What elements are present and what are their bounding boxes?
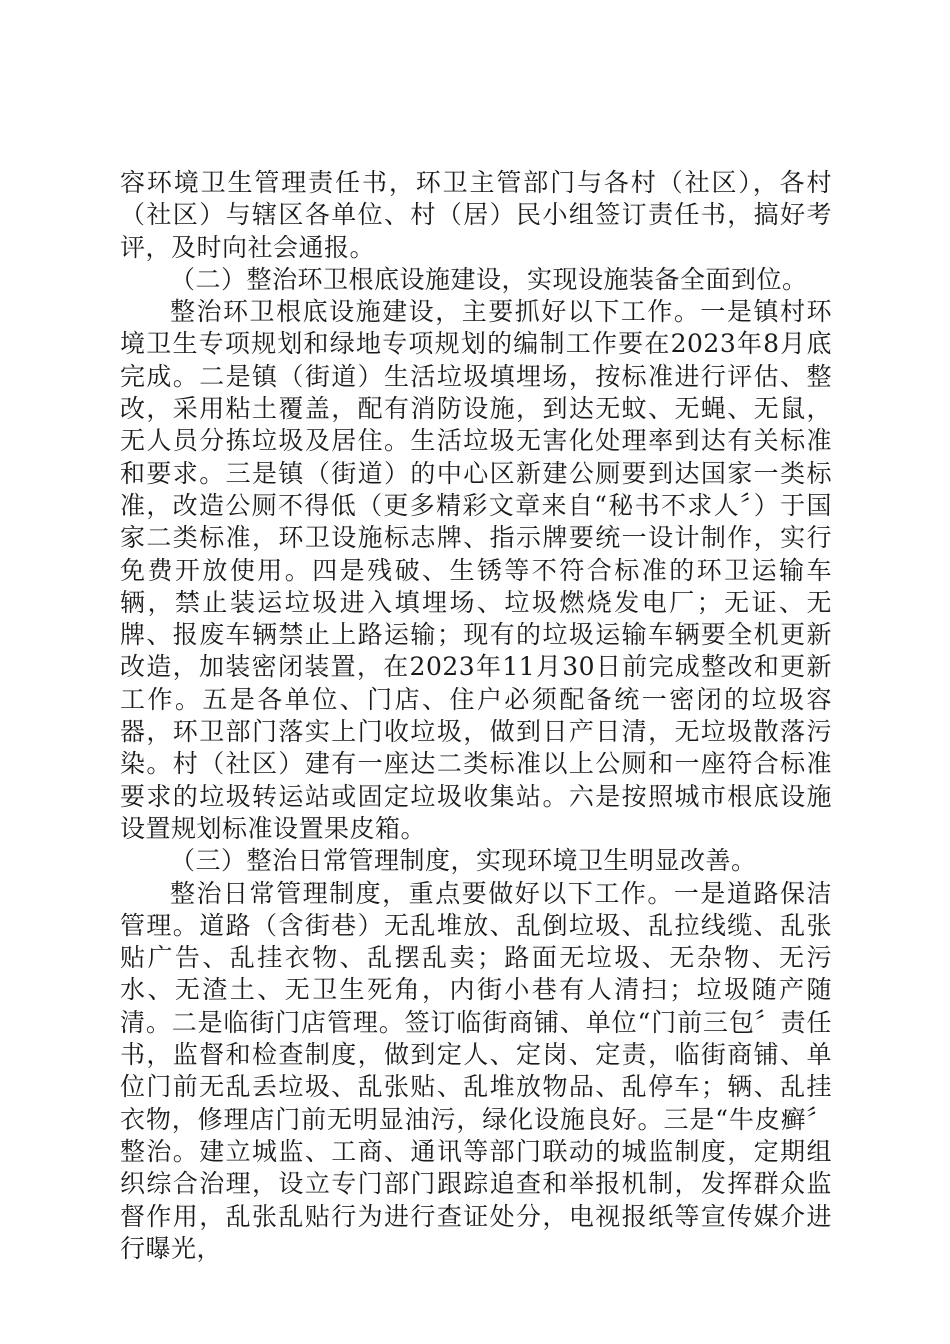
section-heading-three: （三）整治日常管理制度，实现环境卫生明显改善。 bbox=[170, 846, 757, 876]
section-heading-two: （二）整治环卫根底设施建设，实现设施装备全面到位。 bbox=[170, 264, 808, 294]
paragraph-daily-management: 整治日常管理制度，重点要做好以下工作。一是道路保洁管理。道路（含街巷）无乱堆放、乱倒垃圾、乱拉线缆、乱张贴广告、乱挂衣物、乱摆乱卖；路面无垃圾、无杂物、无污水、无渣土、无卫生死角，内街小巷有人清扫；垃圾随产随清。二是临街门店管理。签订临街商铺、单位“门前三包〞责任书，监督和检查制度，做到定人、定岗、定责，临街商铺、单位门前无乱丢垃圾、乱张贴、乱堆放物品、乱停车；辆、乱挂衣物，修理店门前无明显油污，绿化设施良好。三是“牛皮癣〞整治。建立城监、工商、通讯等部门联动的城监制度，定期组织综合治理，设立专门部门跟踪追查和举报机制，发挥群众监督作用，乱张乱贴行为进行查证处分，电视报纸等宣传媒介进行曝光， bbox=[120, 878, 832, 1263]
paragraph-infrastructure: 整治环卫根底设施建设，主要抓好以下工作。一是镇村环境卫生专项规划和绿地专项规划的编制工作要在2023年8月底完成。二是镇（街道）生活垃圾填埋场，按标准进行评估、整改，采用粘土覆盖，配有消防设施，到达无蚊、无蝇、无鼠，无人员分拣垃圾及居住。生活垃圾无害化处理率到达有关标准和要求。三是镇（街道）的中心区新建公厕要到达国家一类标准，改造公厕不得低（更多精彩文章来自“秘书不求人〞）于国家二类标准，环卫设施标志牌、指示牌要统一设计制作，实行免费开放使用。四是残破、生锈等不符合标准的环卫运输车辆，禁止装运垃圾进入填埋场、垃圾燃烧发电厂；无证、无牌、报废车辆禁止上路运输；现有的垃圾运输车辆要全机更新改造，加装密闭装置，在2023年11月30日前完成整改和更新工作。五是各单位、门店、住户必须配备统一密闭的垃圾容器，环卫部门落实上门收垃圾，做到日产日清，无垃圾散落污染。村（社区）建有一座达二类标准以上公厕和一座符合标准要求的垃圾转运站或固定垃圾收集站。六是按照城市根底设施设置规划标准设置果皮箱。 bbox=[120, 297, 832, 843]
document-body bbox=[120, 167, 832, 1265]
paragraph-continuation: 容环境卫生管理责任书，环卫主管部门与各村（社区），各村（社区）与辖区各单位、村（居）民小组签订责任书，搞好考评，及时向社会通报。 bbox=[120, 168, 832, 262]
